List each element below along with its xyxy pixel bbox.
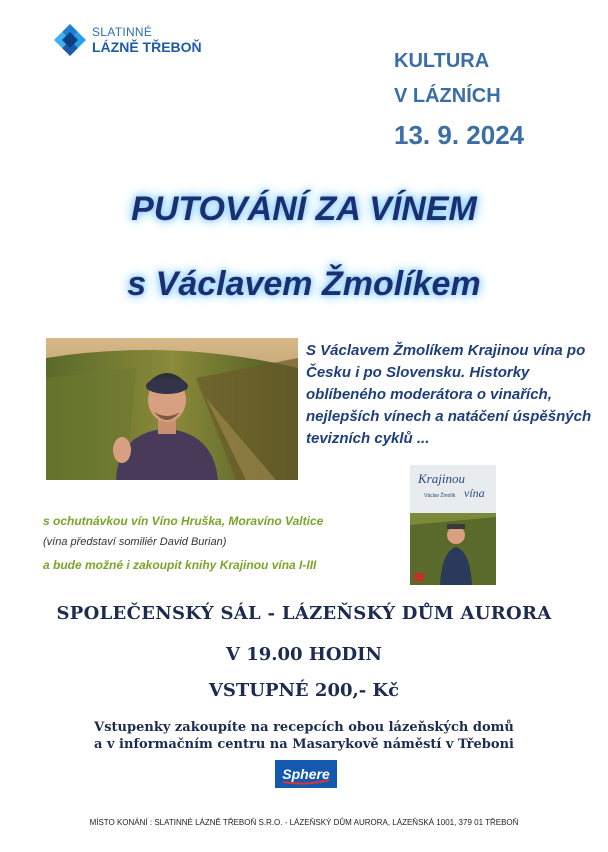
- tasting-info: s ochutnávkou vín Víno Hruška, Moravíno Valtice: [43, 514, 324, 528]
- tickets-info-line1: Vstupenky zakoupíte na recepcích obou lázeňských domů: [94, 720, 514, 735]
- venue: SPOLEČENSKÝ SÁL - LÁZEŇSKÝ DŮM AURORA: [56, 603, 552, 624]
- entry-fee: VSTUPNÉ 200,- Kč: [208, 680, 400, 701]
- tickets-info-line2: a v informačním centru na Masarykově náměstí v Třeboni: [94, 737, 514, 752]
- brand-logo: [52, 22, 212, 62]
- sommelier-info: (vína představí somiliér David Burian): [43, 536, 227, 548]
- sphere-logo: [275, 760, 337, 788]
- book-title2: vína: [464, 486, 485, 500]
- books-info: a bude možné i zakoupit knihy Krajinou vína I-III: [43, 558, 317, 572]
- logo-icon: [52, 22, 88, 58]
- event-date: 13. 9. 2024: [394, 120, 525, 150]
- logo-line2: LÁZNĚ TŘEBOŇ: [92, 39, 202, 55]
- header-kultura: KULTURA: [394, 50, 490, 72]
- footer-location: MÍSTO KONÁNÍ : SLATINNÉ LÁZNĚ TŘEBOŇ S.R.O. - LÁZEŇSKÝ DŮM AURORA, LÁZEŇSKÁ 1001, 379 01 TŘEBOŇ: [89, 818, 519, 827]
- presenter-photo: [46, 338, 298, 480]
- book-cover: [410, 465, 496, 585]
- book-title: Krajinou: [418, 471, 465, 486]
- event-title: PUTOVÁNÍ ZA VÍNEM: [131, 190, 477, 228]
- sphere-text: Sphere: [282, 766, 330, 782]
- header-v-laznich: V LÁZNÍCH: [394, 85, 501, 107]
- event-subtitle: s Václavem Žmolíkem: [127, 265, 481, 303]
- event-description: S Václavem Žmolíkem Krajinou vína po Česku i po Slovensku. Historky oblíbeného moderátora o vinařích, nejlepších vínech a natáčení úspěšných tevizních cyklů ...: [306, 342, 592, 447]
- logo-line1: SLATINNÉ: [92, 25, 153, 39]
- book-author: Václav Žmolík: [424, 493, 456, 499]
- event-time: V 19.00 HODIN: [225, 644, 383, 665]
